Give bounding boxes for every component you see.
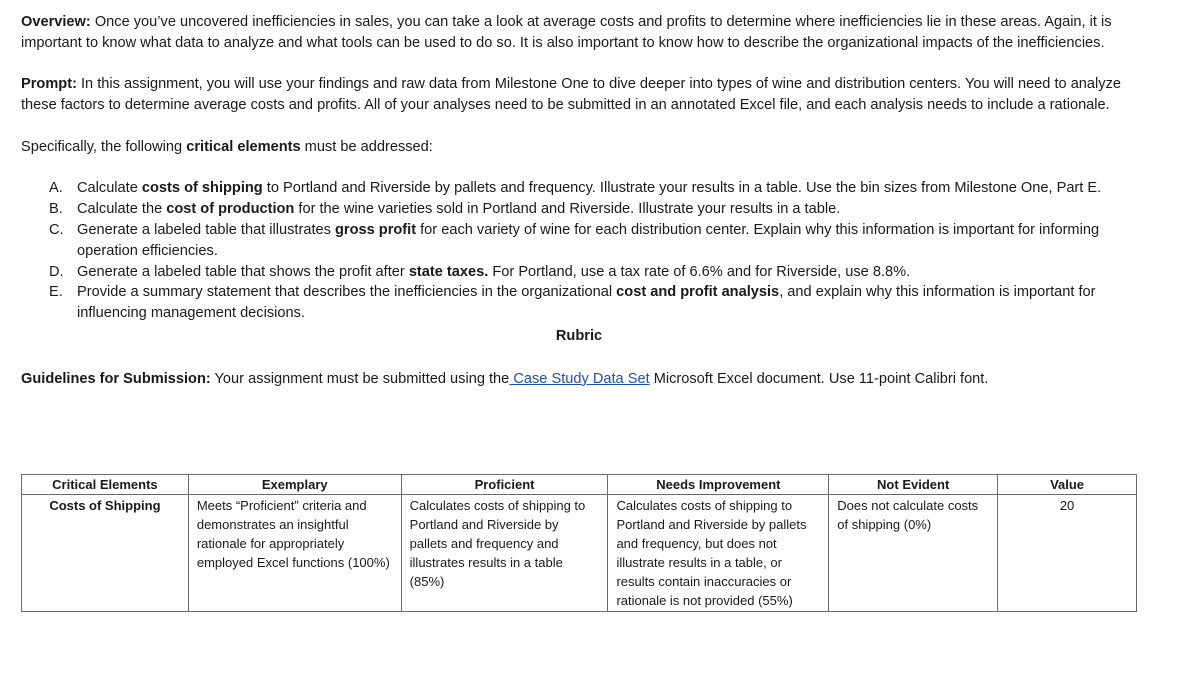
guidelines-text-after: Microsoft Excel document. Use 11-point Calibri font. bbox=[649, 370, 989, 387]
rubric-title: Rubric bbox=[555, 327, 603, 344]
list-item bbox=[21, 199, 1143, 220]
case-study-data-set-link[interactable]: Case Study Data Set bbox=[509, 370, 650, 387]
list-item-text: Generate a labeled table that illustrates bbox=[77, 221, 335, 238]
list-item-bold: cost of production bbox=[166, 201, 295, 218]
cell-critical-element: Costs of Shipping bbox=[22, 495, 189, 612]
specifically-text-after: must be addressed: bbox=[300, 138, 433, 155]
specifically-paragraph bbox=[21, 137, 1151, 158]
overview-text: Once you’ve uncovered inefficiencies in sales, you can take a look at average costs and profits to determine where inefficiencies lie in these areas. Again, it is important to know what data to analyze and what tools can be used to do so. It is also important to know how to describe the organizational impacts of the inefficiencies. bbox=[21, 14, 1112, 51]
cell-not-evident: Does not calculate costs of shipping (0%) bbox=[829, 495, 998, 612]
specifically-text-before: Specifically, the following bbox=[21, 138, 187, 155]
list-item-text: for each variety of wine for each distribution center. Explain why this information is important for informing operation efficiencies. bbox=[77, 221, 1100, 259]
list-item-bold: costs of shipping bbox=[141, 180, 263, 197]
guidelines-text: Your assignment must be submitted using the bbox=[210, 370, 510, 387]
list-item bbox=[21, 220, 1143, 262]
header-needs-improvement: Needs Improvement bbox=[608, 475, 829, 495]
prompt-text: In this assignment, you will use your findings and raw data from Milestone One to dive deeper into types of wine and distribution centers. You will need to analyze these factors to determine average costs and profits. All of your analyses need to be submitted in an annotated Excel file, and each analysis needs to include a rationale. bbox=[21, 76, 1121, 114]
overview-label: Overview: bbox=[21, 14, 91, 30]
cell-value: 20 bbox=[998, 495, 1137, 612]
list-item-text: for the wine varieties sold in Portland and Riverside. Illustrate your results in a table. bbox=[294, 201, 841, 218]
table-row bbox=[22, 495, 1137, 612]
assignment-document bbox=[21, 12, 1151, 390]
cell-exemplary: Meets “Proficient” criteria and demonstrates an insightful rationale for appropriately employed Excel functions (100%) bbox=[188, 495, 401, 612]
list-item bbox=[21, 262, 1143, 283]
list-marker: A. bbox=[49, 180, 63, 197]
list-marker: C. bbox=[49, 221, 64, 238]
table-header-row bbox=[22, 475, 1137, 495]
specifically-bold: critical elements bbox=[186, 138, 301, 155]
rubric-table bbox=[21, 474, 1137, 612]
list-item bbox=[21, 282, 1143, 324]
list-marker: B. bbox=[49, 201, 63, 218]
list-item-text: For Portland, use a tax rate of 6.6% and for Riverside, use 8.8%. bbox=[488, 263, 911, 280]
list-marker: E. bbox=[49, 284, 63, 301]
list-marker: D. bbox=[49, 263, 64, 280]
list-item-text: Generate a labeled table that shows the profit after bbox=[77, 263, 409, 280]
list-item bbox=[21, 178, 1143, 199]
cell-proficient: Calculates costs of shipping to Portland and Riverside by pallets and frequency and illustrates results in a table (85%) bbox=[401, 495, 608, 612]
header-exemplary: Exemplary bbox=[188, 475, 401, 495]
list-item-bold: state taxes. bbox=[408, 263, 489, 280]
list-item-text: to Portland and Riverside by pallets and frequency. Illustrate your results in a table. Use the bin sizes from Milestone One, Part E. bbox=[262, 180, 1102, 197]
list-item-text: , and explain why this information is important for influencing management decisions. bbox=[77, 284, 1096, 322]
header-proficient: Proficient bbox=[401, 475, 608, 495]
guidelines-paragraph bbox=[21, 369, 1151, 390]
critical-elements-list bbox=[21, 178, 1151, 324]
cell-needs-improvement: Calculates costs of shipping to Portland and Riverside by pallets and frequency, but does not illustrate results in a table, or results contain inaccuracies or rationale is not provided (55%) bbox=[608, 495, 829, 612]
header-critical-elements: Critical Elements bbox=[22, 475, 189, 495]
list-item-bold: cost and profit analysis bbox=[616, 284, 780, 301]
list-item-text: Calculate bbox=[77, 180, 142, 197]
header-value: Value bbox=[998, 475, 1137, 495]
guidelines-label: Guidelines for Submission: bbox=[21, 370, 211, 387]
list-item-text: Calculate the bbox=[77, 201, 167, 218]
header-not-evident: Not Evident bbox=[829, 475, 998, 495]
prompt-label: Prompt: bbox=[21, 76, 77, 93]
list-item-bold: gross profit bbox=[335, 221, 417, 238]
overview-paragraph bbox=[21, 12, 1151, 54]
list-item-text: Provide a summary statement that describes the inefficiencies in the organizational bbox=[77, 284, 617, 301]
prompt-paragraph bbox=[21, 74, 1151, 116]
